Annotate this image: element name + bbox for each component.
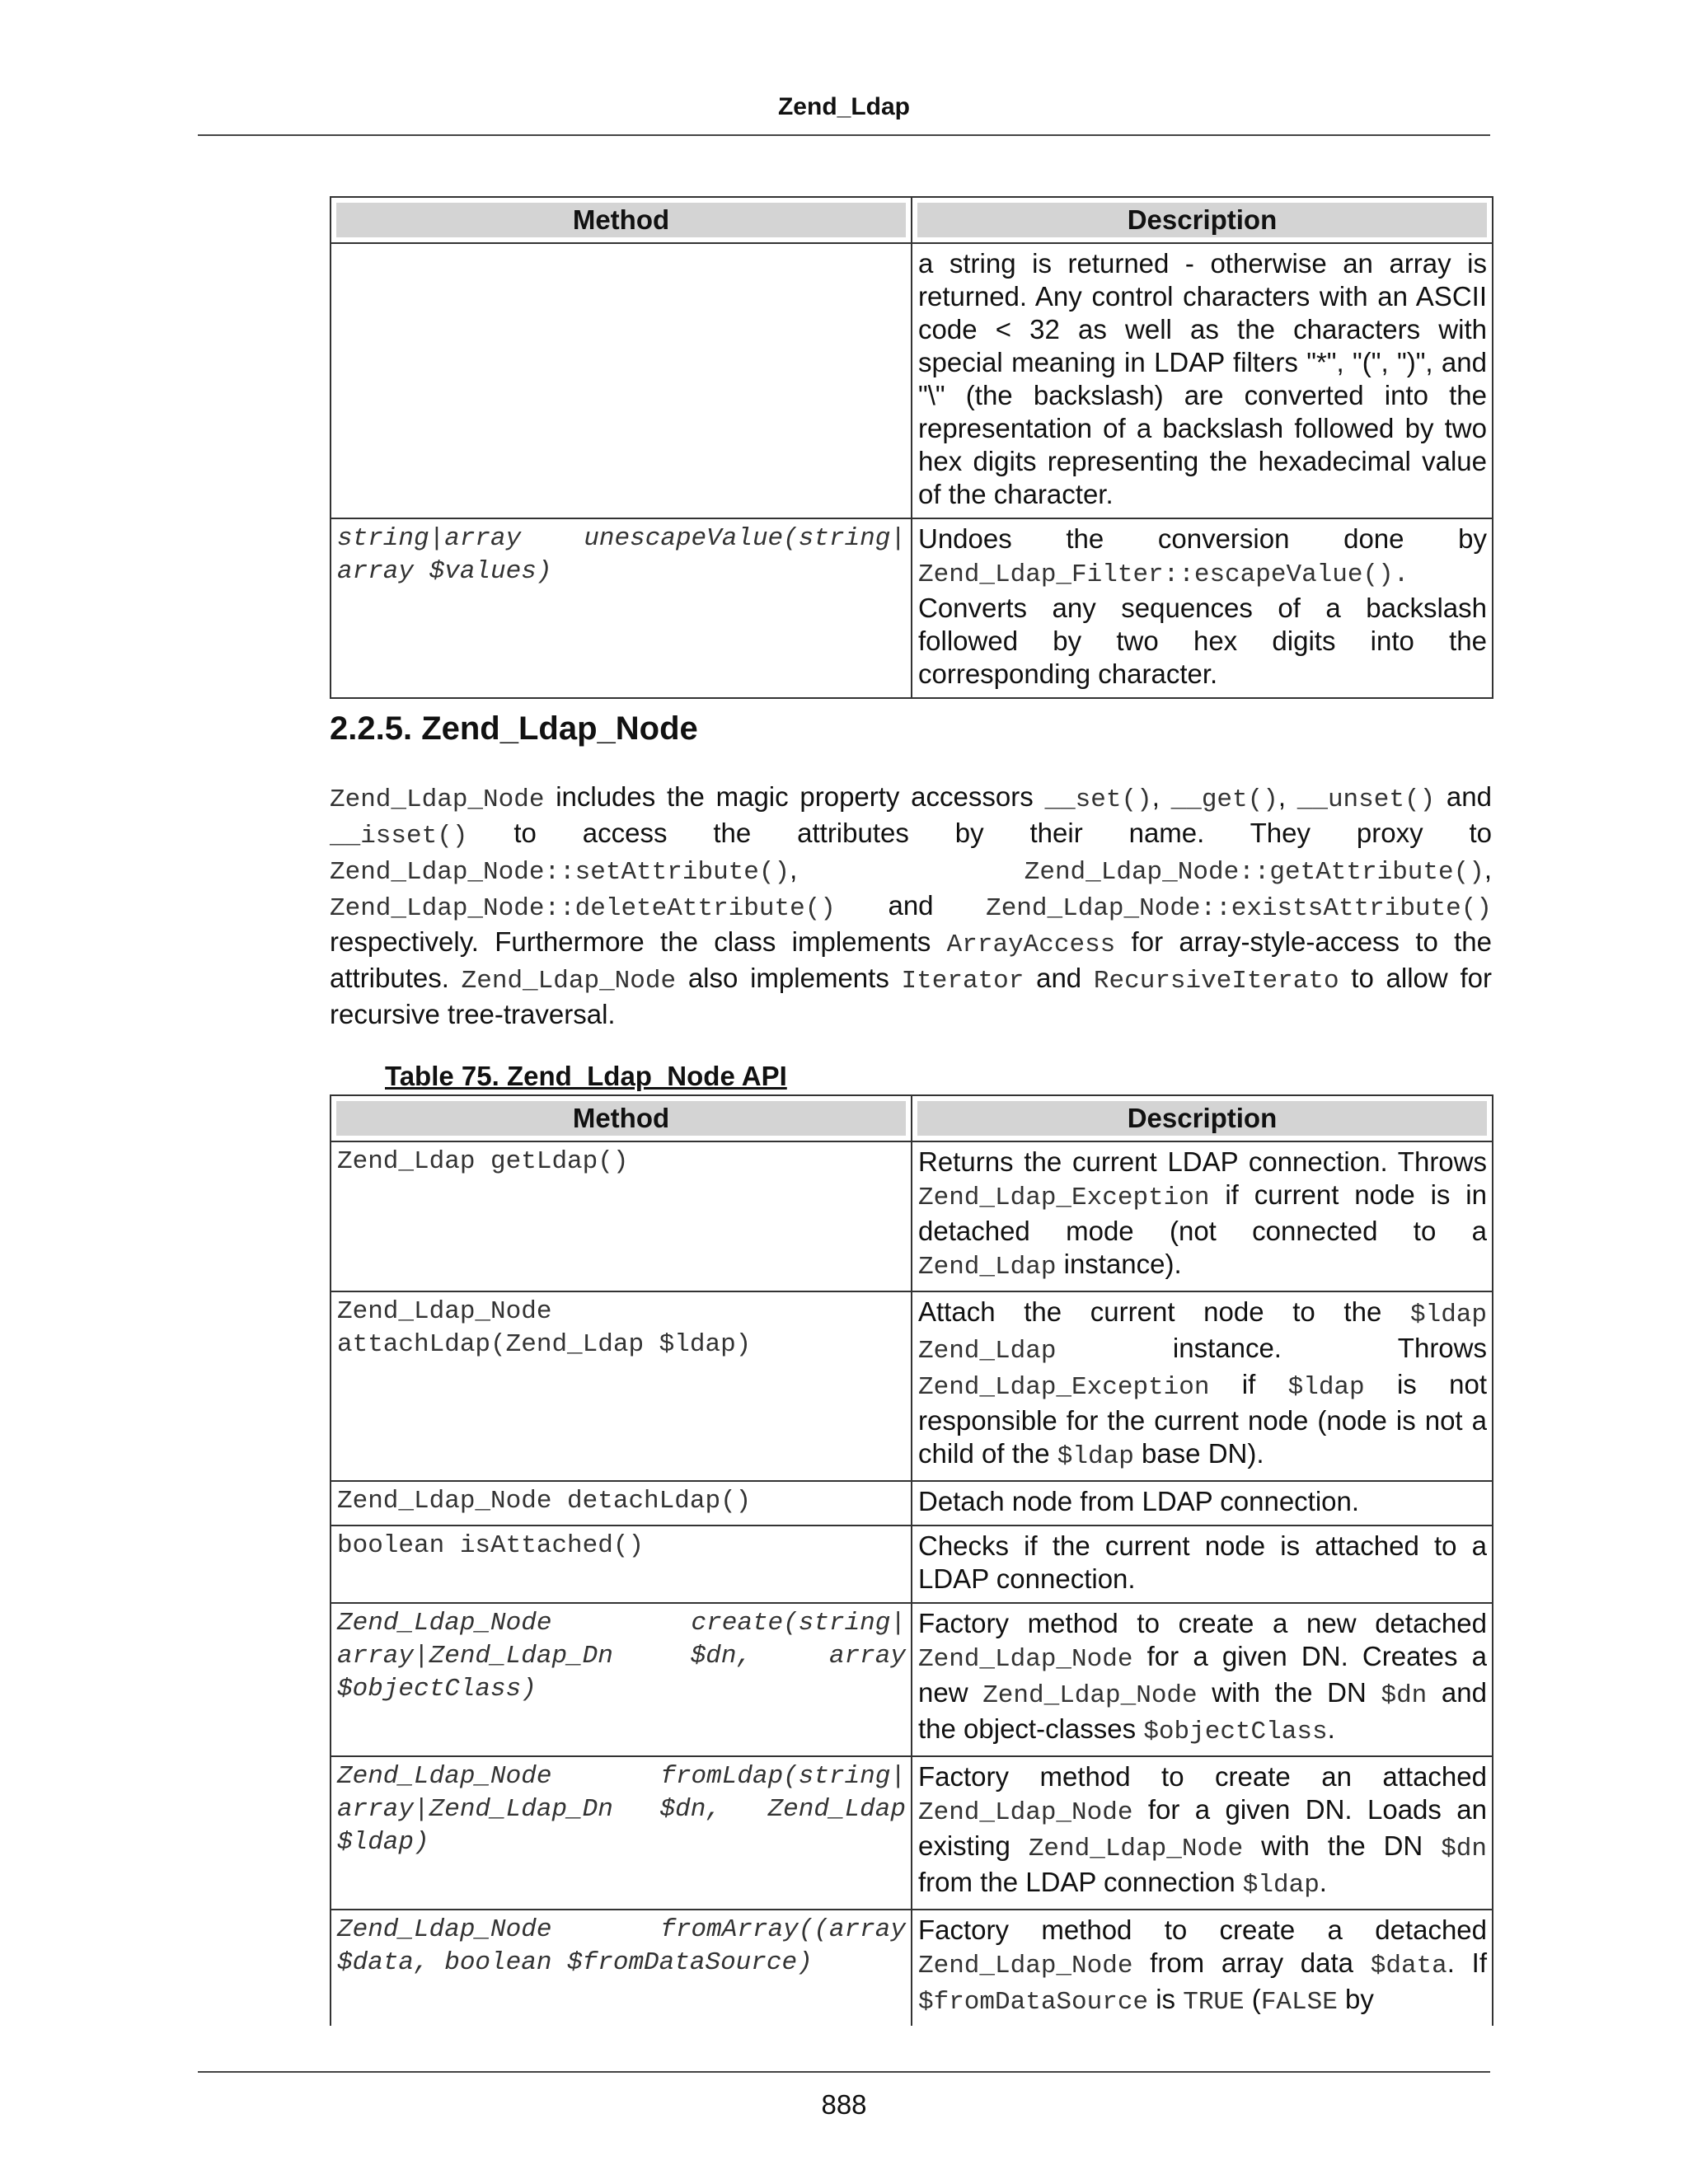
inline-code: Zend_Ldap_Node	[1028, 1835, 1244, 1863]
inline-code: Zend_Ldap_Node	[918, 1798, 1133, 1827]
description-text: .	[1327, 1713, 1335, 1744]
inline-code: RecursiveIterato	[1093, 967, 1339, 996]
method-cell	[331, 518, 921, 698]
description-text: from array data	[1132, 1947, 1371, 1978]
paragraph-text: to access the attributes by their name. They proxy to	[467, 818, 1492, 848]
table-row	[331, 243, 1493, 518]
inline-code: Zend_Ldap_Node	[330, 785, 545, 814]
description-text: by	[1337, 1984, 1374, 2014]
method-signature: Zend_Ldap_Node fromLdap(string| array|Zend_Ldap_Dn $dn, Zend_Ldap $ldap)	[337, 1762, 921, 1857]
inline-code: $ldap Zend_Ldap	[918, 1301, 1487, 1366]
description-text: and the object-classes	[918, 1677, 1487, 1744]
inline-code: Zend_Ldap_Node::existsAttribute()	[986, 894, 1492, 923]
inline-code: __set()	[1044, 785, 1152, 814]
description-cell	[912, 1756, 1493, 1910]
section-block	[330, 710, 1492, 1092]
table-caption: Table 75. Zend_Ldap_Node API	[385, 1061, 787, 1091]
description-text: if current node is in detached mode (not connected to a	[918, 1179, 1487, 1246]
description-text: for a given DN. Creates a new	[918, 1641, 1487, 1708]
method-signature: boolean isAttached()	[337, 1531, 645, 1560]
inline-code: __unset()	[1296, 785, 1436, 814]
footer-rule	[198, 2071, 1490, 2073]
inline-code: Zend_Ldap_Exception	[918, 1373, 1210, 1402]
column-header-method: Method	[336, 203, 906, 237]
table-row	[331, 1756, 1493, 1910]
description-text: if	[1209, 1369, 1288, 1399]
header-cell	[331, 1095, 912, 1141]
description-text: a string is returned - otherwise an array is returned. Any control characters with an ASCII code < 32 as well as the characters with special meaning in LDAP filters "*", "(", ")", and "\" (the backslash) are converted into the representation of a backslash followed by two hex digits representing the hexadecimal value of the character.	[918, 248, 1487, 509]
table-row	[331, 1603, 1493, 1756]
description-text: with the DN	[1243, 1830, 1442, 1861]
description-text: from the LDAP connection	[918, 1867, 1243, 1897]
inline-code: $ldap	[1242, 1871, 1320, 1900]
section-heading: 2.2.5. Zend_Ldap_Node	[330, 710, 698, 747]
paragraph-text: includes the magic property accessors	[544, 781, 1045, 812]
method-cell	[331, 1481, 912, 1526]
running-header: Zend_Ldap	[777, 93, 910, 120]
inline-code: $dn	[1381, 1681, 1428, 1710]
paragraph-text: also implements	[676, 963, 902, 993]
header-rule	[198, 134, 1490, 136]
section-paragraph	[330, 780, 1492, 1031]
table-header-row	[331, 197, 1493, 243]
inline-code: $fromDataSource	[918, 1988, 1149, 2017]
paragraph-text: ,	[1484, 854, 1492, 884]
method-cell	[331, 1910, 921, 2026]
description-text: instance).	[1056, 1249, 1182, 1279]
description-cell	[912, 1481, 1493, 1526]
method-signature: Zend_Ldap_Node create(string| array|Zend_Ldap_Dn $dn, array $objectClass)	[337, 1609, 921, 1704]
method-signature: Zend_Ldap_Node detachLdap()	[337, 1487, 752, 1516]
description-cell	[912, 1603, 1493, 1756]
inline-code: $ldap	[1287, 1373, 1365, 1402]
description-text: Factory method to create an attached	[918, 1761, 1487, 1792]
method-signature: Zend_Ldap getLdap()	[337, 1147, 629, 1176]
inline-code: Zend_Ldap_Node::setAttribute()	[330, 858, 790, 887]
description-text: Factory method to create a detached	[918, 1915, 1487, 1945]
inline-code: Zend_Ldap_Exception	[918, 1183, 1210, 1212]
description-cell	[912, 243, 1493, 518]
method-cell	[331, 1291, 912, 1481]
api-table-wrapper	[330, 1094, 1492, 2026]
paragraph-text: respectively. Furthermore the class implements	[330, 926, 947, 957]
description-text: Returns the current LDAP connection. Throws	[918, 1146, 1487, 1177]
column-header-method: Method	[336, 1101, 906, 1136]
paragraph-text: ,	[790, 854, 1025, 884]
description-cell	[912, 1141, 1493, 1291]
description-text: base DN).	[1133, 1438, 1264, 1469]
inline-code: Zend_Ldap_Node	[918, 1952, 1133, 1980]
description-text: is not responsible for the current node (node is not a child of the	[918, 1369, 1487, 1469]
inline-code: $dn	[1441, 1835, 1487, 1863]
paragraph-text: and	[835, 890, 987, 921]
column-header-description: Description	[917, 203, 1487, 237]
inline-code: Iterator	[901, 967, 1025, 996]
inline-code: Zend_Ldap_Node	[461, 967, 677, 996]
inline-code: Zend_Ldap_Filter::escapeValue().	[918, 560, 1409, 589]
description-text: instance. Throws	[1056, 1333, 1487, 1363]
description-text: .	[1319, 1867, 1327, 1897]
description-text: (	[1244, 1984, 1261, 2014]
paragraph-text: to allow for recursive tree-traversal.	[330, 963, 1492, 1029]
paragraph-text: ,	[1278, 781, 1297, 812]
description-cell	[912, 1910, 1493, 2026]
inline-code: FALSE	[1260, 1988, 1338, 2017]
inline-code: Zend_Ldap_Node	[982, 1681, 1198, 1710]
continued-method-table	[330, 196, 1493, 699]
table-row	[331, 1141, 1493, 1291]
inline-code: $objectClass	[1143, 1718, 1328, 1746]
continued-table-wrapper	[330, 196, 1492, 699]
inline-code: $data	[1370, 1952, 1447, 1980]
description-text: Factory method to create a new detached	[918, 1608, 1487, 1638]
description-cell	[912, 1526, 1493, 1603]
header-cell	[912, 1095, 1493, 1141]
description-text: Undoes the conversion done by	[918, 523, 1487, 554]
description-text: with the DN	[1197, 1677, 1381, 1708]
table-row	[331, 518, 1493, 698]
method-cell	[331, 1526, 912, 1603]
description-text: is	[1148, 1984, 1184, 2014]
table-row	[331, 1910, 1493, 2026]
description-text: Converts any sequences of a backslash followed by two hex digits into the corresponding character.	[918, 593, 1487, 689]
method-cell	[331, 1603, 921, 1756]
table-header-row	[331, 1095, 1493, 1141]
method-cell	[331, 1756, 921, 1910]
method-cell	[331, 1141, 912, 1291]
description-cell	[912, 1291, 1493, 1481]
node-api-table	[330, 1094, 1493, 2026]
description-text: for a given DN. Loads an existing	[918, 1794, 1487, 1861]
inline-code: Zend_Ldap	[918, 1253, 1057, 1282]
column-header-description: Description	[917, 1101, 1487, 1136]
description-cell	[912, 518, 1493, 698]
table-row	[331, 1481, 1493, 1526]
method-signature: string|array unescapeValue(string| array $values)	[337, 524, 921, 586]
table-row	[331, 1291, 1493, 1481]
inline-code: $ldap	[1057, 1442, 1134, 1471]
description-text: Attach the current node to the	[918, 1296, 1410, 1327]
method-cell	[331, 243, 912, 518]
method-signature: Zend_Ldap_Node fromArray((array $data, boolean $fromDataSource)	[337, 1915, 921, 1977]
paragraph-text: and	[1435, 781, 1492, 812]
inline-code: TRUE	[1183, 1988, 1245, 2017]
description-text: Checks if the current node is attached to a LDAP connection.	[918, 1530, 1487, 1594]
method-signature: Zend_Ldap_Node attachLdap(Zend_Ldap $ldap)	[337, 1297, 752, 1359]
inline-code: ArrayAccess	[946, 930, 1116, 959]
header-cell	[912, 197, 1493, 243]
inline-code: __get()	[1170, 785, 1278, 814]
inline-code: Zend_Ldap_Node::deleteAttribute()	[330, 894, 836, 923]
inline-code: Zend_Ldap_Node::getAttribute()	[1024, 858, 1484, 887]
paragraph-text: for array-style-access to the attributes.	[330, 926, 1492, 993]
header-cell	[331, 197, 912, 243]
inline-code: __isset()	[330, 822, 468, 851]
paragraph-text: and	[1024, 963, 1094, 993]
paragraph-text: ,	[1151, 781, 1171, 812]
description-text: . If	[1447, 1947, 1487, 1978]
table-row	[331, 1526, 1493, 1603]
inline-code: Zend_Ldap_Node	[918, 1645, 1133, 1674]
page-number: 888	[821, 2089, 867, 2120]
description-text: Detach node from LDAP connection.	[918, 1486, 1360, 1516]
